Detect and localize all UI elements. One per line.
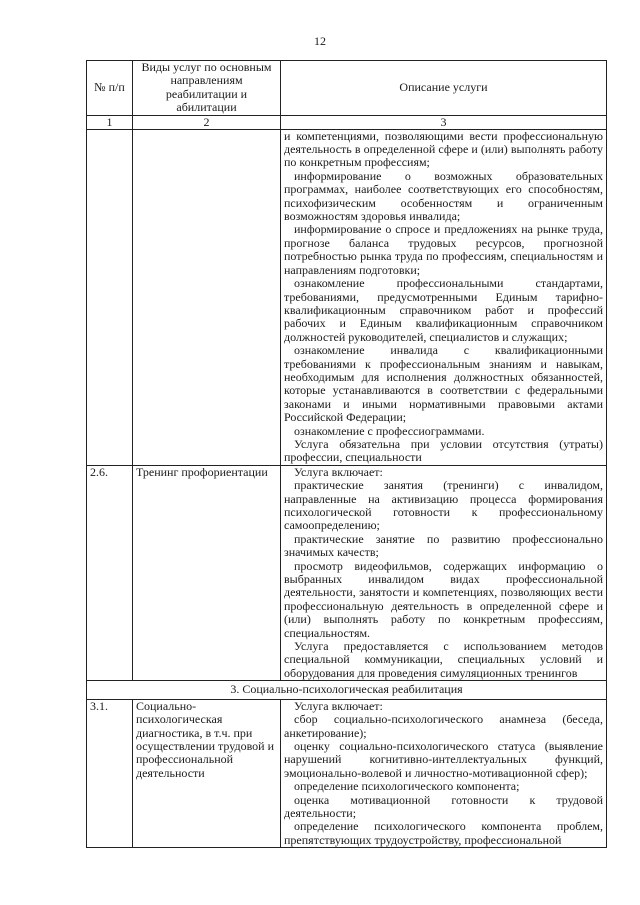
table-row xyxy=(87,465,607,681)
table-row xyxy=(87,129,607,465)
page-number: 12 xyxy=(314,34,326,48)
description-paragraph: практические занятия (тренинги) с инвалидом, направленные на активизацию процесса формирования психологической готовности к профессиональному самоопределению; xyxy=(284,478,603,533)
description-paragraph: ознакомление инвалида с квалификационными требованиями к профессиональным знаниям и навыкам, необходимым для исполнения должностных обязанностей, которые устанавливаются в соответствии с федеральными законами и иными нормативными правовыми актами Российской Федерации; xyxy=(284,343,603,425)
description-paragraph: практические занятие по развитию профессионально значимых качеств; xyxy=(284,531,603,560)
cell-service: Социально-психологическая диагностика, в т.ч. при осуществлении трудовой и профессиональной деятельности xyxy=(133,699,281,847)
description-paragraph: сбор социально-психологического анамнеза (беседа, анкетирование); xyxy=(284,712,603,740)
column-number-row xyxy=(87,115,607,129)
column-number: 2 xyxy=(133,115,281,129)
table-row xyxy=(87,699,607,847)
cell-service: Тренинг профориентации xyxy=(133,465,281,681)
cell-description xyxy=(281,699,607,847)
description-paragraph: ознакомление профессиональными стандартами, требованиями, предусмотренными Единым тарифно-квалификационным справочником работ и профессий рабочих и Единым квалификационным справочником должностей руководителей, специалистов и служащих; xyxy=(284,276,603,344)
description-paragraph: оценку социально-психологического статуса (выявление нарушений когнитивно-интеллектуальных функций, эмоционально-волевой и личностно-мотивационной сфер); xyxy=(284,738,603,780)
header-description: Описание услуги xyxy=(281,61,607,116)
cell-description xyxy=(281,129,607,465)
cell-service xyxy=(133,129,281,465)
header-service-type: Виды услуг по основным направлениям реабилитации и абилитации xyxy=(133,61,281,116)
description-paragraph: информирование о возможных образовательных программах, наиболее соответствующих его способностям, психофизическим особенностям и ограниченным возможностям здоровья инвалида; xyxy=(284,168,603,224)
table-header-row xyxy=(87,61,607,116)
description-paragraph: оценка мотивационной готовности к трудовой деятельности; xyxy=(284,792,603,820)
description-paragraph: определение психологического компонента; xyxy=(294,779,520,794)
description-paragraph: и компетенциями, позволяющими вести профессиональную деятельность в определенной сфере и (или) выполнять работу по конкретным профессиям; xyxy=(284,128,603,170)
description-paragraph: Услуга включает: xyxy=(294,464,383,479)
description-paragraph: просмотр видеофильмов, содержащих информацию о выбранных инвалидом видах профессиональной деятельности, занятости и компетенциях, позволяющих вести профессиональную деятельность в определенной сфере и (или) выполнять работу по конкретным профессиям, специальностям. xyxy=(284,558,603,640)
description-paragraph: Услуга включает: xyxy=(294,698,383,713)
description-paragraph: Услуга предоставляется с использованием методов специальной коммуникации, специальных условий и оборудования для проведения симуляционных тренингов xyxy=(284,639,603,680)
description-paragraph: Услуга обязательна при условии отсутствия (утраты) профессии, специальности xyxy=(284,436,603,465)
description-paragraph: ознакомление с профессиограммами. xyxy=(294,423,485,438)
cell-num: 2.6. xyxy=(87,465,133,681)
description-paragraph: определение психологического компонента проблем, препятствующих трудоустройству, профессиональной xyxy=(284,819,603,847)
section-heading: 3. Социально-психологическая реабилитация xyxy=(87,681,607,699)
cell-num xyxy=(87,129,133,465)
description-paragraph: информирование о спросе и предложениях на рынке труда, прогнозе баланса трудовых ресурсов, прогнозной потребностью рынка труда по профессиям, специальностям и направлениям подготовки; xyxy=(284,222,603,277)
header-num: № п/п xyxy=(87,61,133,116)
column-number: 3 xyxy=(281,115,607,129)
section-heading-row xyxy=(87,681,607,699)
cell-description xyxy=(281,465,607,681)
services-table xyxy=(86,60,607,848)
cell-num: 3.1. xyxy=(87,699,133,847)
column-number: 1 xyxy=(87,115,133,129)
